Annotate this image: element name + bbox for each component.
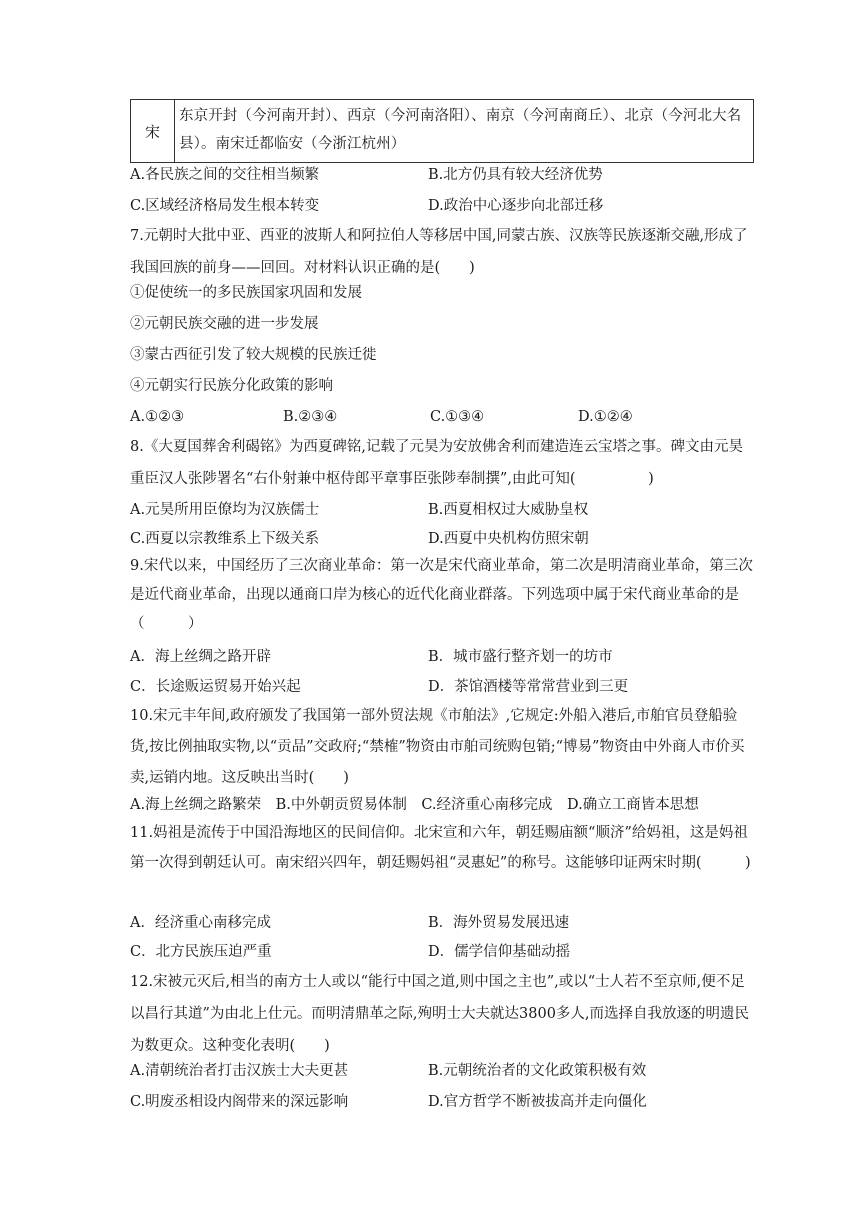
q8-option-d: D.西夏中央机构仿照宋朝 <box>428 531 589 547</box>
q11-option-a: A．经济重心南移完成 <box>130 915 271 931</box>
q7-option-b: B.②③④ <box>283 409 338 425</box>
q6-option-d: D.政治中心逐步向北部迁移 <box>428 198 604 214</box>
q10-options: A.海上丝绸之路繁荣 B.中外朝贡贸易体制 C.经济重心南移完成 D.确立工商皆本思想 <box>130 797 699 813</box>
q6-option-c: C.区域经济格局发生根本转变 <box>130 198 320 214</box>
q8-stem: 8.《大夏国葬舍利碣铭》为西夏碑铭,记载了元昊为安放佛舍利而建造连云宝塔之事。碑文由元昊重臣汉人张陟署名“右仆射兼中枢侍郎平章事臣张陟奉制撰”,由此可知( ) <box>130 439 743 487</box>
q9-option-a: A．海上丝绸之路开辟 <box>130 649 271 665</box>
q9-option-c: C．长途贩运贸易开始兴起 <box>130 679 301 695</box>
q12-option-a: A.清朝统治者打击汉族士大夫更甚 <box>130 1063 349 1079</box>
q8-option-c: C.西夏以宗教维系上下级关系 <box>130 531 320 547</box>
q7-option-d: D.①②④ <box>578 409 633 425</box>
table-row <box>131 100 754 163</box>
q12-option-b: B.元朝统治者的文化政策积极有效 <box>428 1063 647 1079</box>
q7-item-4: ④元朝实行民族分化政策的影响 <box>130 378 333 394</box>
q11-stem: 11.妈祖是流传于中国沿海地区的民间信仰。北宋宣和六年，朝廷赐庙额“顺济”给妈祖，这是妈祖第一次得到朝廷认可。南宋绍兴四年，朝廷赐妈祖“灵惠妃”的称号。这能够印证两宋时期( ) <box>130 825 751 871</box>
q8-option-b: B.西夏相权过大威胁皇权 <box>428 502 589 518</box>
q8-option-a: A.元昊所用臣僚均为汉族儒士 <box>130 502 320 518</box>
dynasty-cell: 宋 <box>131 100 175 163</box>
q12-option-c: C.明废丞相设内阁带来的深远影响 <box>130 1094 349 1110</box>
q7-option-a: A.①②③ <box>130 409 185 425</box>
q7-item-2: ②元朝民族交融的进一步发展 <box>130 316 319 332</box>
q9-stem: 9.宋代以来，中国经历了三次商业革命：第一次是宋代商业革命，第二次是明清商业革命，第三次是近代商业革命，出现以通商口岸为核心的近代化商业群落。下列选项中属于宋代商业革命的是（ ） <box>130 558 753 632</box>
capitals-cell: 东京开封（今河南开封）、西京（今河南洛阳）、南京（今河南商丘）、北京（今河北大名县）。南宋迁都临安（今浙江杭州） <box>175 100 754 163</box>
q7-option-c: C.①③④ <box>430 409 485 425</box>
q11-option-d: D．儒学信仰基础动摇 <box>428 944 571 960</box>
q11-option-b: B．海外贸易发展迅速 <box>428 915 570 931</box>
q7-item-1: ①促使统一的多民族国家巩固和发展 <box>130 285 362 301</box>
q12-stem: 12.宋被元灭后,相当的南方士人或以“能行中国之道,则中国之主也”,或以“士人若不至京师,便不足以昌行其道”为由北上仕元。而明清鼎革之际,殉明士大夫就达3800多人,而选择自我放逐的明遗民为数更众。这种变化表明( ) <box>130 974 750 1054</box>
q10-stem: 10.宋元丰年间,政府颁发了我国第一部外贸法规《市舶法》,它规定:外船入港后,市舶官员登船验货,按比例抽取实物,以“贡品”交政府;“禁榷”物资由市舶司统购包销;“博易”物资由中外商人市价买卖,运销内地。这反映出当时( ) <box>130 708 745 786</box>
q6-option-b: B.北方仍具有较大经济优势 <box>428 167 603 183</box>
q11-option-c: C．北方民族压迫严重 <box>130 944 272 960</box>
q6-option-a: A.各民族之间的交往相当频繁 <box>130 167 320 183</box>
dynasty-capitals-table <box>130 99 754 163</box>
q7-stem: 7.元朝时大批中亚、西亚的波斯人和阿拉伯人等移居中国,同蒙古族、汉族等民族逐渐交融,形成了我国回族的前身——回回。对材料认识正确的是( ) <box>130 228 748 276</box>
q12-option-d: D.官方哲学不断被拔高并走向僵化 <box>428 1094 647 1110</box>
q7-item-3: ③蒙古西征引发了较大规模的民族迁徙 <box>130 347 377 363</box>
q9-option-b: B．城市盛行整齐划一的坊市 <box>428 649 613 665</box>
q9-option-d: D．茶馆酒楼等常常营业到三更 <box>428 679 629 695</box>
